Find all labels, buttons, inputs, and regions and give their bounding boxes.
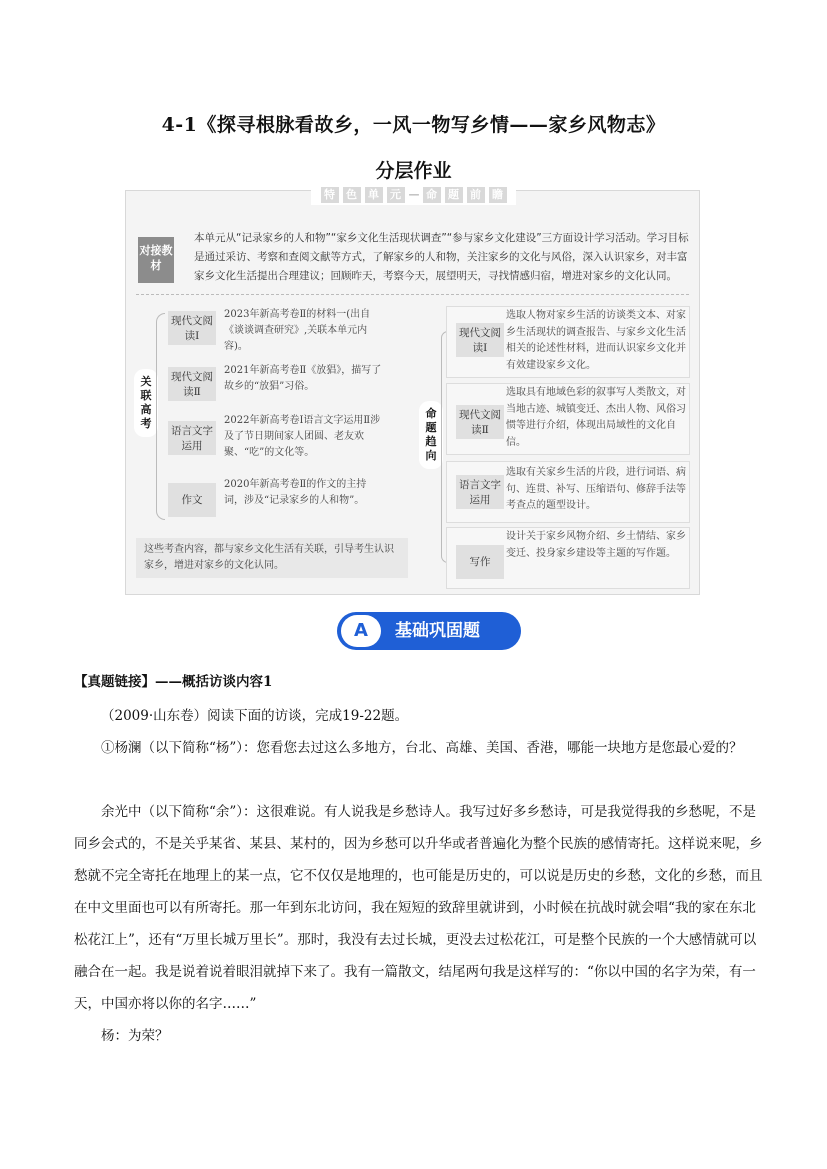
document-subtitle: 分层作业	[375, 160, 452, 182]
right-item-text: 选取有关家乡生活的片段，进行词语、病句、连贯、补写、压缩语句、修辞手法等考查点的题型设计。	[506, 467, 686, 511]
left-item-tag: 语言文字运用	[168, 421, 216, 455]
banner-char: 前	[467, 187, 485, 203]
interview-paragraph: ①杨澜（以下简称“杨”）：您看您去过这么多地方，台北、高雄、美国、香港，哪能一块地方是您最心爱的？	[101, 740, 743, 756]
left-bracket	[156, 313, 165, 520]
right-item-tag: 写作	[456, 545, 504, 579]
left-item-tag: 现代文阅读Ⅱ	[168, 367, 216, 401]
left-item-tag: 现代文阅读Ⅰ	[168, 311, 216, 345]
left-item-text: 2020年新高考卷Ⅱ的作文的主持词，涉及“记录家乡的人和物”。	[224, 479, 367, 506]
document-title: 4-1《探寻根脉看故乡，一风一物写乡情——家乡风物志》	[161, 114, 666, 136]
question-heading: 【真题链接】——概括访谈内容1	[74, 674, 273, 690]
unit-overview-panel	[125, 190, 700, 595]
left-item-tag: 作文	[168, 483, 216, 517]
related-exam-label: 关联高考	[134, 369, 158, 437]
section-label: 基础巩固题	[395, 621, 480, 641]
trend-label: 命题趋向	[419, 401, 443, 469]
question-source: （2009·山东卷）阅读下面的访谈，完成19-22题。	[101, 708, 409, 724]
panel-footnote: 这些考查内容，都与家乡文化生活有关联，引导考生认识家乡，增进对家乡的文化认同。	[136, 538, 408, 578]
banner-sep: —	[408, 188, 420, 201]
panel-banner	[311, 187, 516, 205]
unit-intro: 本单元从“记录家乡的人和物”“家乡文化生活现状调查”“参与家乡文化建设”三方面设计学习活动。学习目标是通过采访、考察和查阅文献等方式，了解家乡的人和物，关注家乡的文化与风俗，深入认识家乡，对丰富家乡文化生活提出合理建议；回顾昨天，考察今天，展望明天，寻找情感归宿，增进对家乡的文化认同。	[194, 232, 689, 282]
textbook-tag: 对接教材	[138, 237, 174, 283]
left-item-text: 2023年新高考卷Ⅱ的材料一(出自《谈谈调查研究》,关联本单元内容)。	[224, 309, 371, 352]
right-item-tag: 现代文阅读Ⅰ	[456, 323, 504, 357]
banner-char: 色	[343, 187, 361, 203]
interview-paragraph: 杨：为荣？	[101, 1028, 169, 1044]
left-item-text: 2022年新高考卷Ⅰ语言文字运用Ⅱ涉及了节日期间家人团圆、老友欢聚、“吃”的文化等。	[224, 415, 381, 458]
banner-char: 命	[423, 187, 441, 203]
right-item-tag: 语言文字运用	[456, 475, 504, 509]
banner-char: 单	[365, 187, 383, 203]
left-item-text: 2021年新高考卷Ⅱ《放猖》，描写了故乡的“放猖”习俗。	[224, 365, 382, 392]
banner-char: 元	[387, 187, 405, 203]
right-item-tag: 现代文阅读Ⅱ	[456, 405, 504, 439]
banner-char: 题	[445, 187, 463, 203]
section-letter: A	[341, 615, 381, 647]
banner-char: 特	[321, 187, 339, 203]
interview-paragraph: 余光中（以下简称“余”）：这很难说。有人说我是乡愁诗人。我写过好多乡愁诗，可是我觉得我的乡愁呢，不是同乡会式的，不是关乎某省、某县、某村的，因为乡愁可以升华或者普遍化为整个民族的感情寄托。这样说来呢，乡愁就不完全寄托在地理上的某一点，它不仅仅是地理的，也可能是历史的，可以说是历史的乡愁，文化的乡愁，而且在中文里面也可以有所寄托。那一年到东北访问，我在短短的致辞里就讲到，小时候在抗战时就会唱“我的家在东北松花江上”，还有“万里长城万里长”。那时，我没有去过长城，更没去过松花江，可是整个民族的一个大感情就可以融合在一起。我是说着说着眼泪就掉下来了。我有一篇散文，结尾两句我是这样写的：“你以中国的名字为荣，有一天，中国亦将以你的名字……”	[74, 804, 763, 1012]
right-item-text: 选取具有地域色彩的叙事写人类散文，对当地古迹、城镇变迁、杰出人物、风俗习惯等进行介绍，体现出局域性的文化自信。	[506, 387, 686, 448]
right-item-text: 选取人物对家乡生活的访谈类文本、对家乡生活现状的调查报告、与家乡文化生活相关的论述性材料，进而认识家乡文化并有效建设家乡文化。	[506, 310, 686, 371]
panel-divider	[136, 294, 689, 295]
banner-char: 瞻	[489, 187, 507, 203]
section-a-badge	[337, 612, 521, 650]
right-item-text: 设计关于家乡风物介绍、乡土情结、家乡变迁、投身家乡建设等主题的写作题。	[506, 531, 686, 559]
